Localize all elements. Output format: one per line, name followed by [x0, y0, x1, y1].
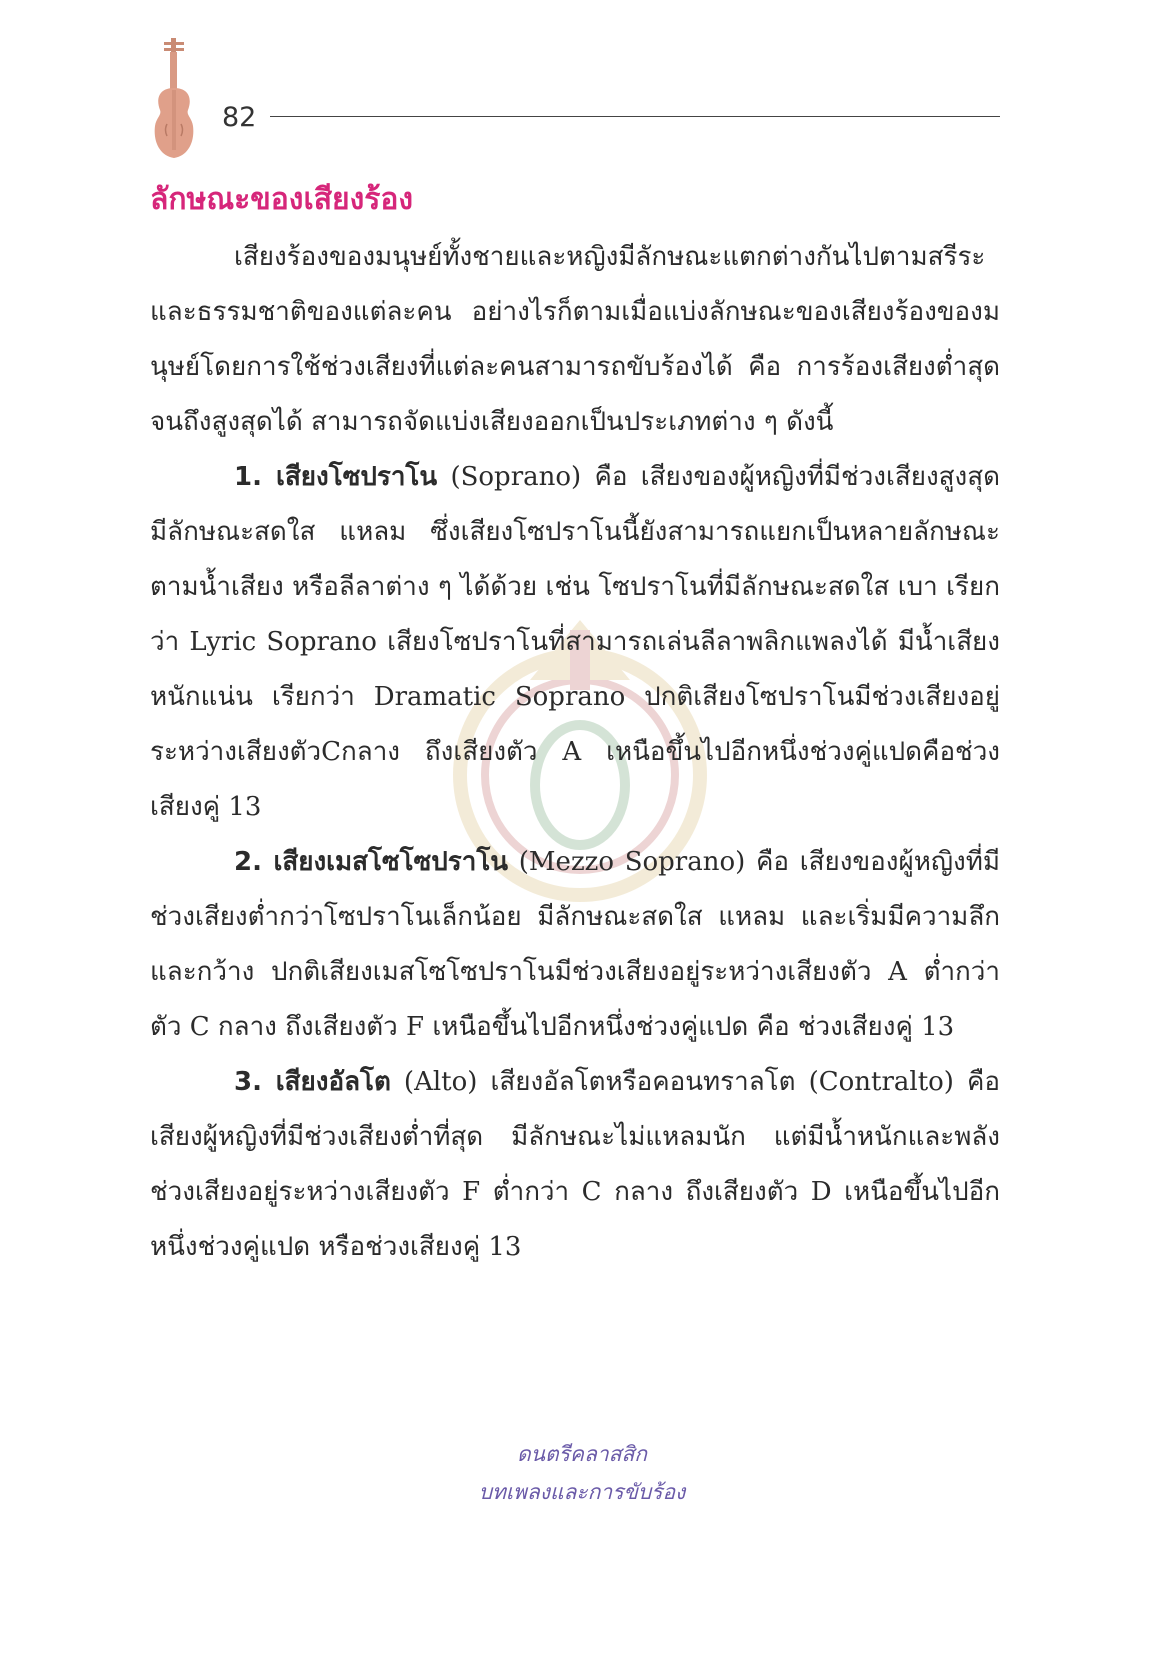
footer-line-2: บทเพลงและการขับร้อง — [478, 1480, 686, 1504]
item-heading: 1. เสียงโซปราโน — [234, 462, 438, 492]
page-number: 82 — [222, 102, 257, 133]
footer-line-1: ดนตรีคลาสสิก — [517, 1442, 647, 1466]
intro-paragraph: เสียงร้องของมนุษย์ทั้งชายและหญิงมีลักษณะแตกต่างกันไปตามสรีระและธรรมชาติของแต่ละคน อย่างไรก็ตามเมื่อแบ่งลักษณะของเสียงร้องของมนุษย์โดยการใช้ช่วงเสียงที่แต่ละคนสามารถขับร้องได้ คือ การร้องเสียงต่ำสุดจนถึงสูงสุดได้ สามารถจัดแบ่งเสียงออกเป็นประเภทต่าง ๆ ดังนี้ — [150, 242, 1000, 437]
page-header — [150, 38, 1000, 168]
item-heading: 2. เสียงเมสโซโซปราโน — [234, 847, 509, 877]
item-body: (Soprano) คือ เสียงของผู้หญิงที่มีช่วงเสียงสูงสุด มีลักษณะสดใส แหลม ซึ่งเสียงโซปราโนนี้ยังสามารถแยกเป็นหลายลักษณะตามน้ำเสียง หรือลีลาต่าง ๆ ได้ด้วย เช่น โซปราโนที่มีลักษณะสดใส เบา เรียกว่า Lyric Soprano เสียงโซปราโนที่สามารถเล่นลีลาพลิกแพลงได้ มีน้ำเสียงหนักแน่น เรียกว่า Dramatic Soprano ปกติเสียงโซปราโนมีช่วงเสียงอยู่ระหว่างเสียงตัวCกลาง ถึงเสียงตัว A เหนือขึ้นไปอีกหนึ่งช่วงคู่แปดคือช่วงเสียงคู่ 13 — [150, 462, 1000, 822]
item-body: (Alto) เสียงอัลโตหรือคอนทราลโต (Contralto) คือเสียงผู้หญิงที่มีช่วงเสียงต่ำที่สุด มีลักษณะไม่แหลมนัก แต่มีน้ำหนักและพลัง ช่วงเสียงอยู่ระหว่างเสียงตัว F ต่ำกว่า C กลาง ถึงเสียงตัว D เหนือขึ้นไปอีกหนึ่งช่วงคู่แปด หรือช่วงเสียงคู่ 13 — [150, 1067, 1000, 1262]
list-item — [150, 450, 1000, 835]
main-content — [150, 170, 1000, 1275]
list-item — [150, 835, 1000, 1055]
item-heading: 3. เสียงอัลโต — [234, 1067, 391, 1097]
list-item — [150, 1055, 1000, 1275]
header-rule — [270, 116, 1000, 117]
violin-icon — [150, 38, 198, 163]
item-body: (Mezzo Soprano) คือ เสียงของผู้หญิงที่มีช่วงเสียงต่ำกว่าโซปราโนเล็กน้อย มีลักษณะสดใส แหลม และเริ่มมีความลึกและกว้าง ปกติเสียงเมสโซโซปราโนมีช่วงเสียงอยู่ระหว่างเสียงตัว A ต่ำกว่าตัว C กลาง ถึงเสียงตัว F เหนือขึ้นไปอีกหนึ่งช่วงคู่แปด คือ ช่วงเสียงคู่ 13 — [150, 847, 1000, 1042]
section-title: ลักษณะของเสียงร้อง — [150, 182, 414, 217]
